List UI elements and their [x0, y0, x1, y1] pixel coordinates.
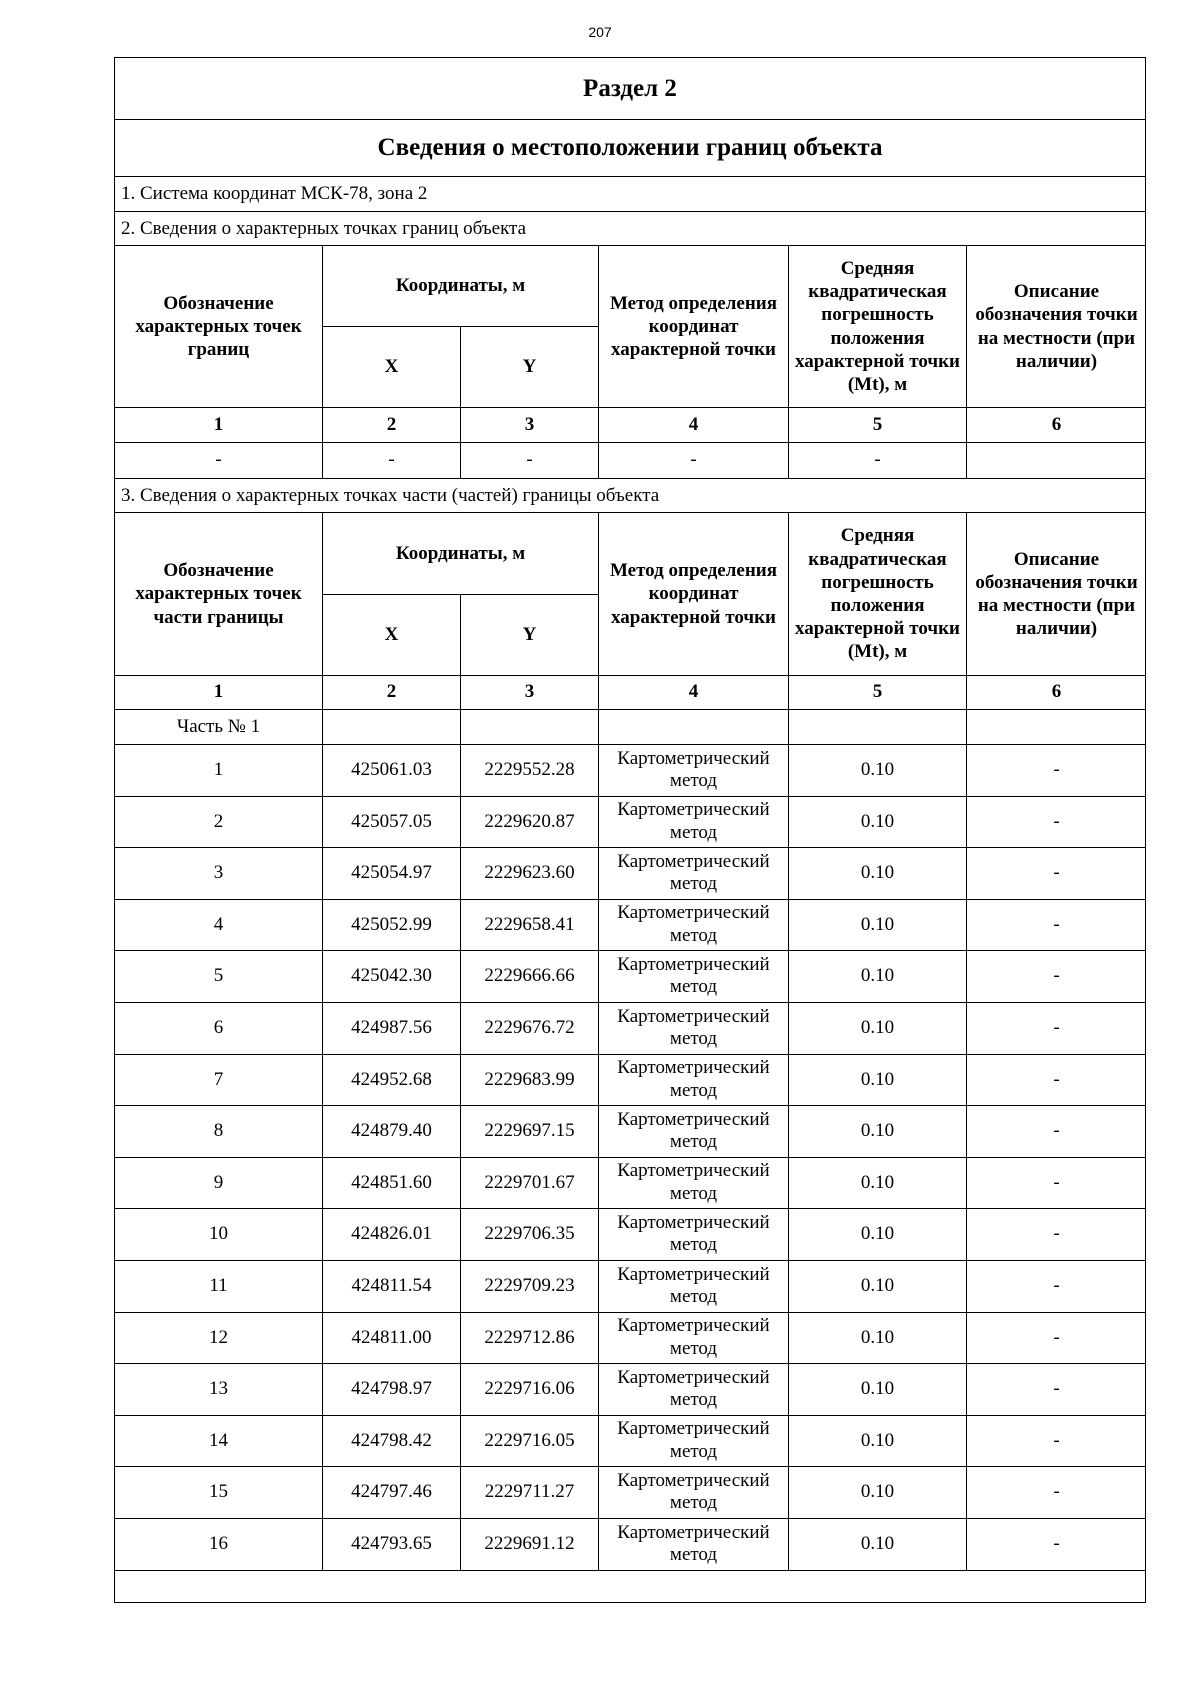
method-cell: Картометрический метод: [598, 1002, 788, 1054]
page-number: 207: [588, 24, 612, 40]
method-cell: Картометрический метод: [598, 1208, 788, 1260]
empty-cell: [460, 709, 598, 744]
empty-cell: [966, 442, 1146, 478]
error-value: 0.10: [788, 796, 966, 847]
point-number: 16: [209, 1533, 228, 1555]
point-number: 3: [213, 862, 224, 884]
column-number: 4: [598, 675, 788, 709]
error-value: 0.10: [788, 1312, 966, 1363]
document-frame: [114, 57, 1146, 1603]
coord-y: 2229709.23: [460, 1260, 598, 1312]
coord-x: 424952.68: [322, 1054, 460, 1105]
coord-x: 424797.46: [322, 1466, 460, 1518]
coord-y: 2229711.27: [460, 1466, 598, 1518]
coord-y: 2229716.06: [460, 1363, 598, 1415]
error-value: 0.10: [788, 899, 966, 950]
coord-y: 2229623.60: [460, 847, 598, 899]
coord-x: 424798.97: [322, 1363, 460, 1415]
description-cell: -: [966, 1157, 1146, 1208]
method-cell: Картометрический метод: [598, 1518, 788, 1570]
point-number: 15: [209, 1481, 228, 1503]
section2-title: 2. Сведения о характерных точках границ объекта: [115, 212, 1145, 246]
coord-x: 424793.65: [322, 1518, 460, 1570]
empty-cell: [966, 709, 1146, 744]
header-method: Метод определения координат характерной точки: [598, 513, 788, 675]
description-cell: -: [966, 1466, 1146, 1518]
description-cell: -: [966, 796, 1146, 847]
method-cell: Картометрический метод: [598, 1054, 788, 1105]
coord-x: 425061.03: [322, 744, 460, 796]
error-value: 0.10: [788, 1105, 966, 1157]
description-cell: -: [966, 950, 1146, 1002]
coord-x: 425057.05: [322, 796, 460, 847]
coord-y: 2229620.87: [460, 796, 598, 847]
coord-system-line: 1. Система координат МСК-78, зона 2: [115, 177, 1145, 212]
description-cell: -: [966, 1208, 1146, 1260]
header-method: Метод определения координат характерной точки: [598, 246, 788, 407]
header-y: Y: [460, 594, 598, 675]
description-cell: -: [966, 744, 1146, 796]
error-value: 0.10: [788, 1363, 966, 1415]
section3-title: 3. Сведения о характерных точках части (частей) границы объекта: [115, 479, 1145, 513]
empty-cell: -: [215, 449, 222, 471]
coord-x: 424811.00: [322, 1312, 460, 1363]
coord-y: 2229712.86: [460, 1312, 598, 1363]
error-value: 0.10: [788, 1260, 966, 1312]
coord-y: 2229701.67: [460, 1157, 598, 1208]
header-coords: Координаты, м: [322, 246, 598, 326]
point-number: 6: [213, 1017, 224, 1039]
point-number: 4: [213, 913, 224, 935]
coord-y: 2229676.72: [460, 1002, 598, 1054]
column-number: 5: [788, 407, 966, 442]
empty-cell: [788, 709, 966, 744]
method-cell: Картометрический метод: [598, 1363, 788, 1415]
error-value: 0.10: [788, 1415, 966, 1466]
description-cell: -: [966, 1002, 1146, 1054]
point-number: 12: [209, 1326, 228, 1348]
coord-y: 2229552.28: [460, 744, 598, 796]
error-value: 0.10: [788, 1518, 966, 1570]
error-value: 0.10: [788, 1002, 966, 1054]
header-designation: Обозначение характерных точек границ: [135, 292, 302, 361]
header-y: Y: [460, 326, 598, 407]
coord-x: 425042.30: [322, 950, 460, 1002]
error-value: 0.10: [788, 950, 966, 1002]
point-number: 5: [213, 965, 224, 987]
column-number: 1: [213, 413, 224, 435]
column-number: 6: [966, 407, 1146, 442]
point-number: 1: [213, 759, 224, 781]
description-cell: -: [966, 1105, 1146, 1157]
description-cell: -: [966, 899, 1146, 950]
part-label: Часть № 1: [176, 715, 261, 737]
column-number: 6: [966, 675, 1146, 709]
point-number: 2: [213, 810, 224, 832]
description-cell: -: [966, 1415, 1146, 1466]
header-error: Средняя квадратическая погрешность положения характерной точки (Mt), м: [788, 513, 966, 675]
error-value: 0.10: [788, 1054, 966, 1105]
coord-x: 424811.54: [322, 1260, 460, 1312]
column-number: 5: [788, 675, 966, 709]
column-number: 1: [213, 681, 224, 703]
part-points-table: [115, 513, 1145, 1603]
header-description: Описание обозначения точки на местности (при наличии): [966, 513, 1146, 675]
point-number: 8: [213, 1120, 224, 1142]
points-table: [115, 246, 1145, 481]
error-value: 0.10: [788, 744, 966, 796]
description-cell: -: [966, 1518, 1146, 1570]
error-value: 0.10: [788, 1466, 966, 1518]
column-number: 3: [460, 675, 598, 709]
method-cell: Картометрический метод: [598, 1466, 788, 1518]
coord-y: 2229683.99: [460, 1054, 598, 1105]
coord-y: 2229697.15: [460, 1105, 598, 1157]
empty-cell: [598, 709, 788, 744]
header-designation: Обозначение характерных точек части границы: [135, 560, 302, 628]
description-cell: -: [966, 1363, 1146, 1415]
point-number: 11: [209, 1275, 228, 1297]
coord-x: 424826.01: [322, 1208, 460, 1260]
description-cell: -: [966, 1312, 1146, 1363]
point-number: 14: [209, 1429, 228, 1451]
coord-y: 2229691.12: [460, 1518, 598, 1570]
description-cell: -: [966, 847, 1146, 899]
header-x: X: [322, 326, 460, 407]
point-number: 7: [213, 1068, 224, 1090]
column-number: 2: [322, 407, 460, 442]
method-cell: Картометрический метод: [598, 1157, 788, 1208]
coord-x: 425054.97: [322, 847, 460, 899]
method-cell: Картометрический метод: [598, 1105, 788, 1157]
description-cell: -: [966, 1054, 1146, 1105]
error-value: 0.10: [788, 847, 966, 899]
point-number: 10: [209, 1223, 228, 1245]
coord-y: 2229716.05: [460, 1415, 598, 1466]
header-x: X: [322, 594, 460, 675]
error-value: 0.10: [788, 1157, 966, 1208]
header-error: Средняя квадратическая погрешность положения характерной точки (Mt), м: [788, 246, 966, 407]
method-cell: Картометрический метод: [598, 1415, 788, 1466]
coord-y: 2229666.66: [460, 950, 598, 1002]
method-cell: Картометрический метод: [598, 1312, 788, 1363]
coord-x: 424879.40: [322, 1105, 460, 1157]
section-title: Раздел 2: [115, 58, 1145, 120]
coord-x: 424798.42: [322, 1415, 460, 1466]
method-cell: Картометрический метод: [598, 744, 788, 796]
subtitle: Сведения о местоположении границ объекта: [115, 120, 1145, 177]
point-number: 13: [209, 1378, 228, 1400]
column-number: 4: [598, 407, 788, 442]
header-description: Описание обозначения точки на местности (при наличии): [966, 246, 1146, 407]
coord-x: 425052.99: [322, 899, 460, 950]
coord-x: 424987.56: [322, 1002, 460, 1054]
point-number: 9: [213, 1171, 224, 1193]
column-number: 2: [322, 675, 460, 709]
method-cell: Картометрический метод: [598, 847, 788, 899]
empty-cell: [322, 709, 460, 744]
coord-x: 424851.60: [322, 1157, 460, 1208]
coord-y: 2229658.41: [460, 899, 598, 950]
column-number: 3: [460, 407, 598, 442]
method-cell: Картометрический метод: [598, 1260, 788, 1312]
empty-cell: -: [322, 442, 460, 478]
description-cell: -: [966, 1260, 1146, 1312]
error-value: 0.10: [788, 1208, 966, 1260]
coord-y: 2229706.35: [460, 1208, 598, 1260]
empty-cell: -: [788, 442, 966, 478]
method-cell: Картометрический метод: [598, 899, 788, 950]
method-cell: Картометрический метод: [598, 950, 788, 1002]
empty-cell: -: [460, 442, 598, 478]
empty-cell: -: [598, 442, 788, 478]
header-coords: Координаты, м: [322, 513, 598, 594]
method-cell: Картометрический метод: [598, 796, 788, 847]
